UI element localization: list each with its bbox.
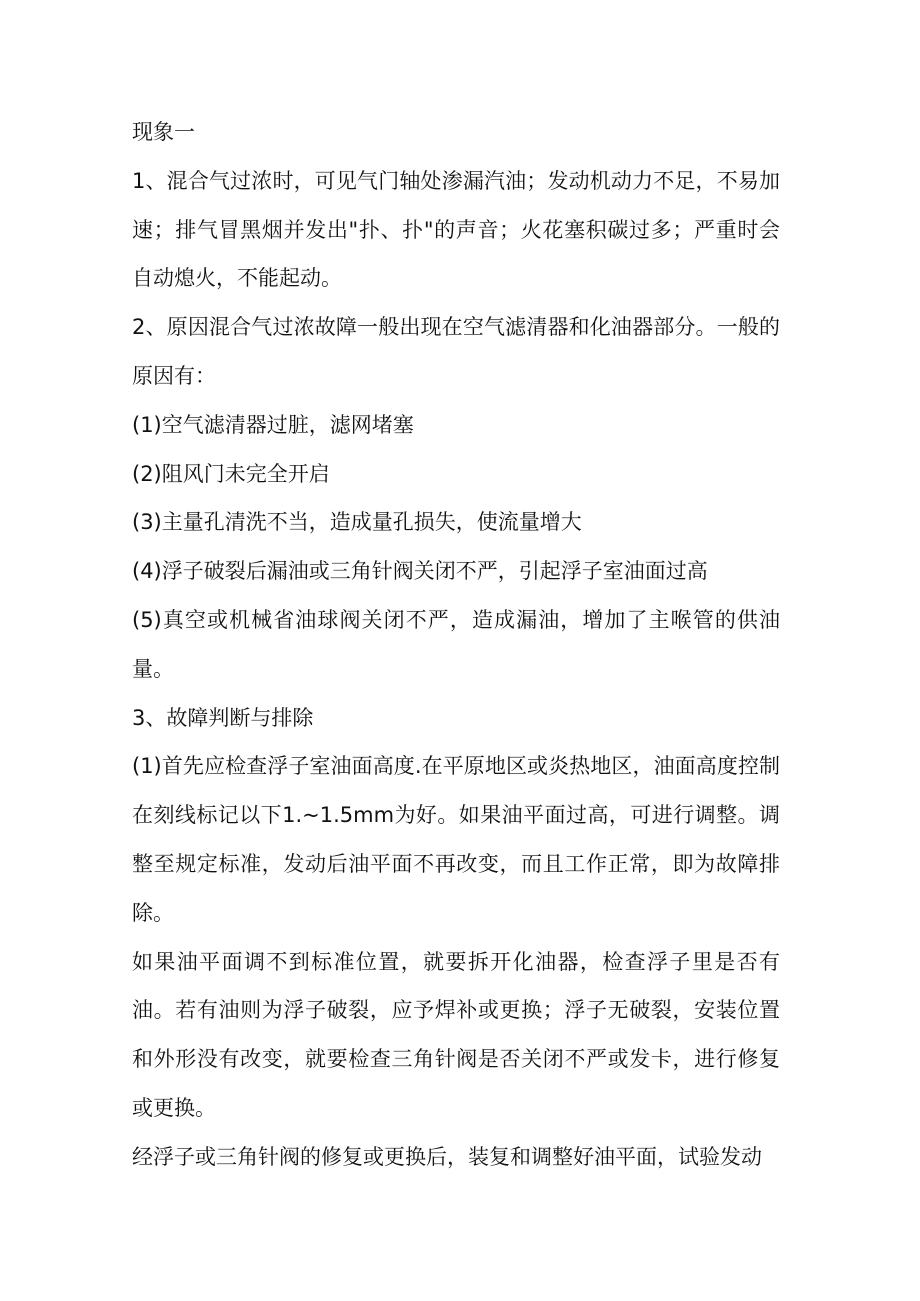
- cause-item-3: (3)主量孔清洗不当，造成量孔损失，使流量增大: [132, 510, 582, 535]
- document-body: [132, 108, 780, 1182]
- symptom-paragraph: 1、混合气过浓时，可见气门轴处渗漏汽油；发动机动力不足，不易加速；排气冒黑烟并发出"扑、扑"的声音；火花塞积碳过多；严重时会自动熄火，不能起动。: [132, 168, 780, 291]
- section-heading: 现象一: [132, 120, 195, 144]
- cause-item-4: (4)浮子破裂后漏油或三角针阀关闭不严，引起浮子室油面过高: [132, 559, 708, 584]
- cause-item-5: (5)真空或机械省油球阀关闭不严，造成漏油，增加了主喉管的供油量。: [132, 607, 780, 681]
- cause-item-1: (1)空气滤清器过脏，滤网堵塞: [132, 412, 414, 437]
- cause-item-2: (2)阻风门未完全开启: [132, 461, 330, 486]
- cause-intro-paragraph: 2、原因混合气过浓故障一般出现在空气滤清器和化油器部分。一般的原因有：: [132, 315, 780, 388]
- diagnosis-paragraph-final: 经浮子或三角针阀的修复或更换后，装复和调整好油平面，试验发动: [132, 1144, 762, 1169]
- diagnosis-step-1: (1)首先应检查浮子室油面高度.在平原地区或炎热地区，油面高度控制在刻线标记以下1.~1.5mm为好。如果油平面过高，可进行调整。调整至规定标准，发动后油平面不再改变，而且工作正常，即为故障排除。: [132, 754, 780, 925]
- diagnosis-heading: 3、故障判断与排除: [132, 705, 314, 730]
- diagnosis-paragraph-float: 如果油平面调不到标准位置，就要拆开化油器，检查浮子里是否有油。若有油则为浮子破裂，应予焊补或更换；浮子无破裂，安装位置和外形没有改变，就要检查三角针阀是否关闭不严或发卡，进行修复或更换。: [132, 949, 780, 1120]
